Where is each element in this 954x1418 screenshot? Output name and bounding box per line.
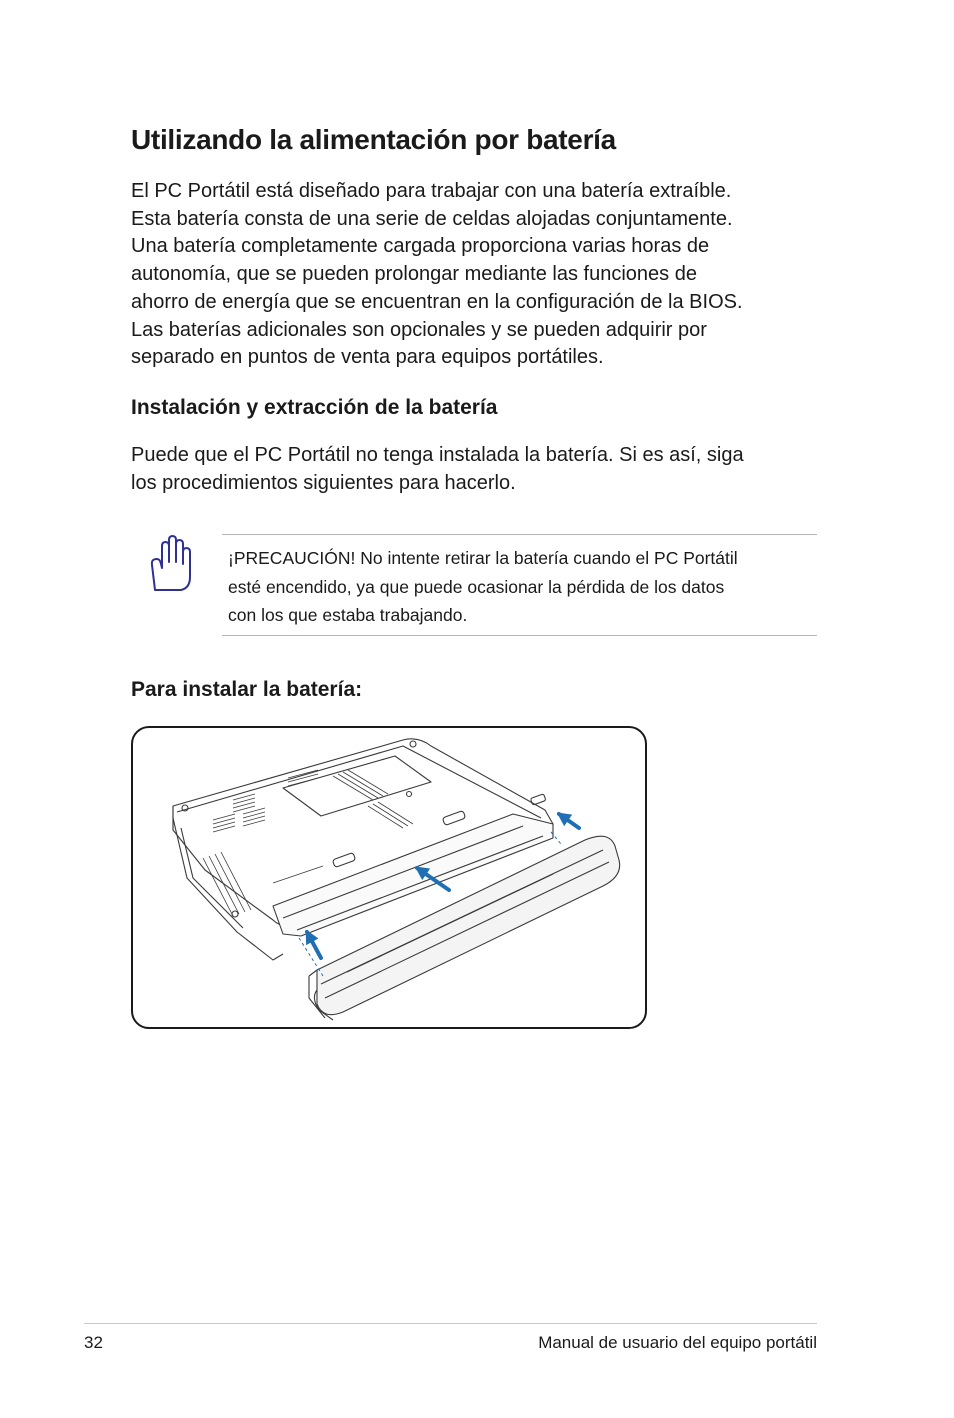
battery-installation-figure	[131, 726, 647, 1029]
page-number: 32	[84, 1333, 103, 1352]
install-heading: Para instalar la batería:	[131, 678, 363, 701]
intro-line: El PC Portátil está diseñado para trabajar con una batería extraíble.	[131, 180, 732, 202]
section-heading: Instalación y extracción de la batería	[131, 396, 498, 419]
footer-manual-title: Manual de usuario del equipo portátil	[538, 1333, 817, 1352]
intro-paragraph	[131, 178, 743, 372]
intro-line: ahorro de energía que se encuentran en la configuración de la BIOS.	[131, 290, 743, 313]
page-title: Utilizando la alimentación por batería	[131, 124, 616, 155]
caution-note	[222, 534, 817, 636]
intro-line: Las baterías adicionales son opcionales y se pueden adquirir por	[131, 318, 707, 341]
section-paragraph	[131, 442, 744, 497]
intro-line: separado en puntos de venta para equipos portátiles.	[131, 346, 604, 369]
intro-line: autonomía, que se pueden prolongar mediante las funciones de	[131, 263, 697, 286]
laptop-battery-illustration	[133, 728, 645, 1027]
caution-text	[228, 544, 738, 630]
section-line: los procedimientos siguientes para hacerlo.	[131, 471, 516, 494]
caution-line: ¡PRECAUCIÓN! No intente retirar la batería cuando el PC Portátil	[228, 548, 738, 568]
footer-divider	[84, 1323, 817, 1324]
caution-hand-icon	[148, 535, 196, 593]
intro-line: Esta batería consta de una serie de celdas alojadas conjuntamente.	[131, 207, 733, 230]
intro-line: Una batería completamente cargada proporciona varias horas de	[131, 235, 710, 258]
section-line: Puede que el PC Portátil no tenga instalada la batería. Si es así, siga	[131, 444, 744, 466]
caution-line: con los que estaba trabajando.	[228, 605, 468, 625]
caution-line: esté encendido, ya que puede ocasionar la pérdida de los datos	[228, 576, 725, 597]
